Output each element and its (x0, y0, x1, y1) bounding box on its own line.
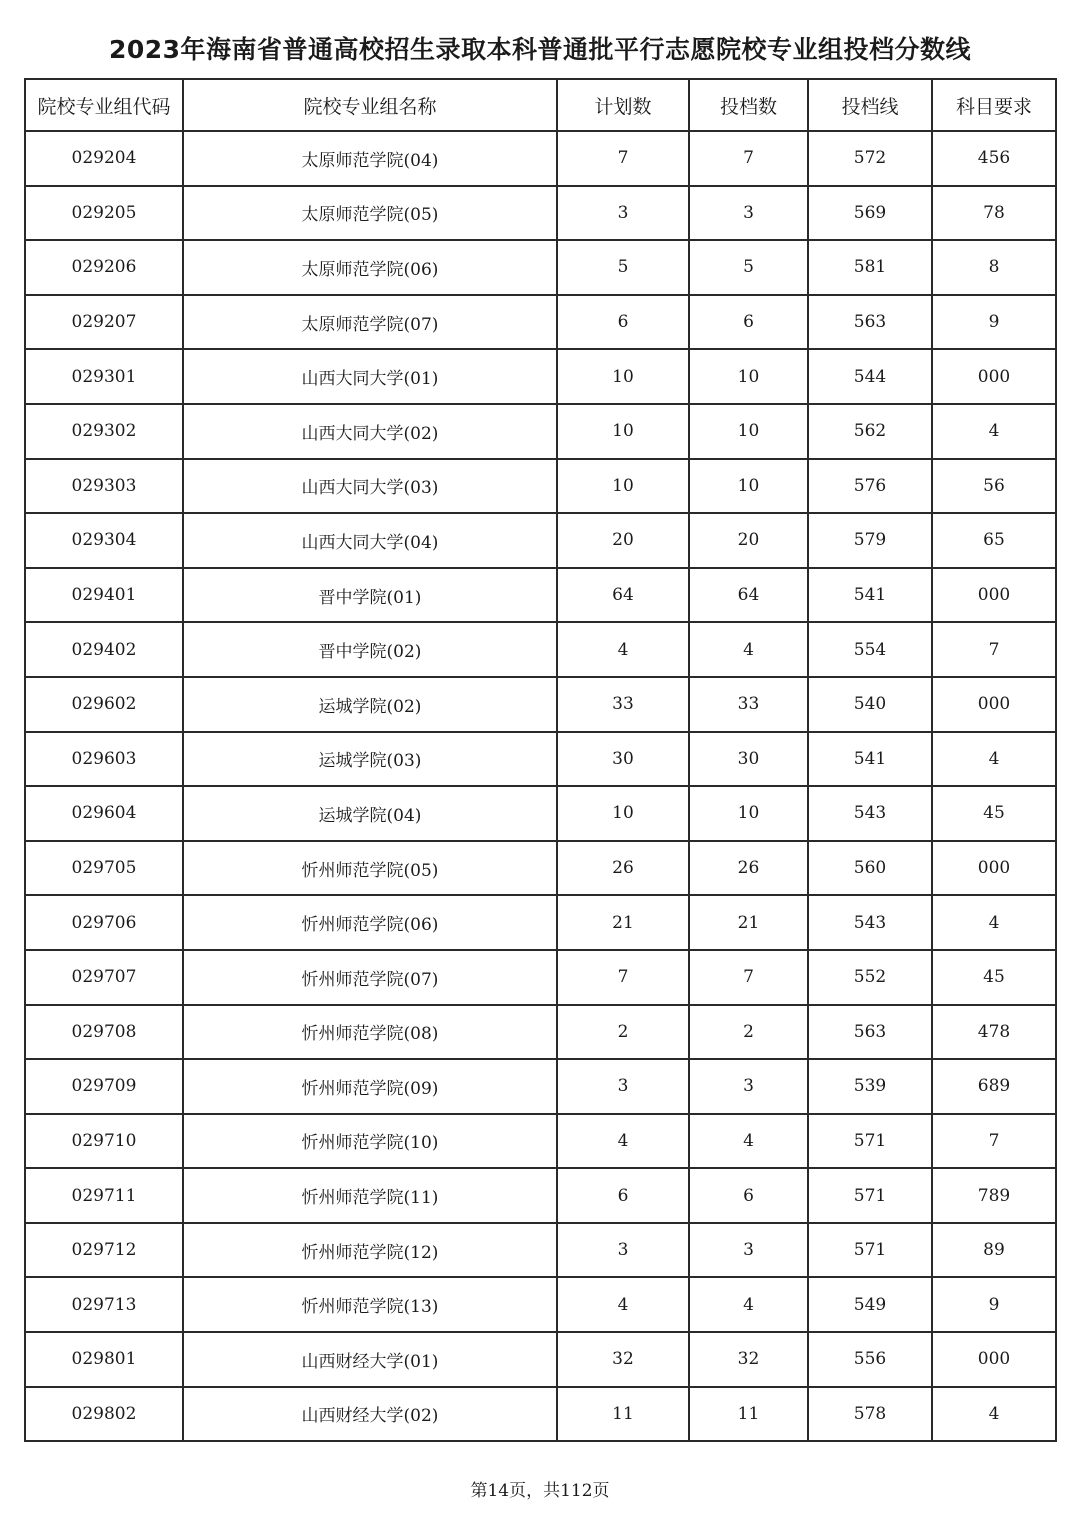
table-header-row (25, 79, 1056, 131)
cell-group-name: 忻州师范学院(07) (183, 950, 557, 1005)
page-number: 第14页，共112页 (470, 1481, 610, 1501)
table-row (25, 1114, 1056, 1169)
cell-filed-count: 11 (689, 1387, 808, 1442)
cell-group-code: 029710 (25, 1114, 183, 1169)
cell-filed-count: 64 (689, 568, 808, 623)
cell-cutoff-score: 541 (808, 568, 932, 623)
cell-group-code: 029713 (25, 1277, 183, 1332)
cell-plan-count: 7 (557, 131, 689, 186)
cell-group-code: 029206 (25, 240, 183, 295)
cell-plan-count: 26 (557, 841, 689, 896)
table-row (25, 240, 1056, 295)
cell-group-code: 029604 (25, 786, 183, 841)
cell-filed-count: 30 (689, 732, 808, 787)
cell-filed-count: 3 (689, 186, 808, 241)
cell-filed-count: 10 (689, 786, 808, 841)
cell-subject-requirement: 9 (932, 1277, 1056, 1332)
cell-filed-count: 4 (689, 1277, 808, 1332)
cell-group-name: 忻州师范学院(08) (183, 1005, 557, 1060)
cell-plan-count: 10 (557, 404, 689, 459)
cell-subject-requirement: 4 (932, 1387, 1056, 1442)
cell-plan-count: 11 (557, 1387, 689, 1442)
cell-subject-requirement: 000 (932, 1332, 1056, 1387)
cell-filed-count: 5 (689, 240, 808, 295)
cell-cutoff-score: 571 (808, 1223, 932, 1278)
table-row (25, 513, 1056, 568)
cell-cutoff-score: 556 (808, 1332, 932, 1387)
cell-filed-count: 10 (689, 404, 808, 459)
cell-group-name: 山西财经大学(02) (183, 1387, 557, 1442)
cell-cutoff-score: 544 (808, 349, 932, 404)
cell-group-code: 029705 (25, 841, 183, 896)
cell-plan-count: 32 (557, 1332, 689, 1387)
table-row (25, 622, 1056, 677)
cell-cutoff-score: 543 (808, 786, 932, 841)
cell-subject-requirement: 000 (932, 349, 1056, 404)
cell-plan-count: 21 (557, 895, 689, 950)
cell-group-code: 029603 (25, 732, 183, 787)
cell-subject-requirement: 7 (932, 1114, 1056, 1169)
cell-group-name: 忻州师范学院(06) (183, 895, 557, 950)
cell-subject-requirement: 56 (932, 459, 1056, 514)
cell-group-name: 晋中学院(02) (183, 622, 557, 677)
cell-group-name: 运城学院(03) (183, 732, 557, 787)
table-row (25, 677, 1056, 732)
cell-cutoff-score: 569 (808, 186, 932, 241)
cell-subject-requirement: 4 (932, 732, 1056, 787)
cell-subject-requirement: 45 (932, 950, 1056, 1005)
header-filed-count: 投档数 (689, 79, 808, 131)
cell-cutoff-score: 579 (808, 513, 932, 568)
cell-subject-requirement: 7 (932, 622, 1056, 677)
cell-filed-count: 4 (689, 622, 808, 677)
cell-plan-count: 64 (557, 568, 689, 623)
cell-group-name: 忻州师范学院(13) (183, 1277, 557, 1332)
table-row (25, 1223, 1056, 1278)
cell-group-name: 运城学院(02) (183, 677, 557, 732)
cell-group-code: 029302 (25, 404, 183, 459)
cell-filed-count: 6 (689, 295, 808, 350)
cell-plan-count: 30 (557, 732, 689, 787)
cell-filed-count: 3 (689, 1223, 808, 1278)
cell-plan-count: 6 (557, 295, 689, 350)
cell-group-code: 029402 (25, 622, 183, 677)
table-row (25, 404, 1056, 459)
cell-plan-count: 5 (557, 240, 689, 295)
cell-group-name: 忻州师范学院(09) (183, 1059, 557, 1114)
cell-group-code: 029711 (25, 1168, 183, 1223)
cell-plan-count: 4 (557, 1277, 689, 1332)
table-row (25, 349, 1056, 404)
cell-group-code: 029401 (25, 568, 183, 623)
cell-group-name: 太原师范学院(05) (183, 186, 557, 241)
cell-plan-count: 10 (557, 349, 689, 404)
cell-subject-requirement: 478 (932, 1005, 1056, 1060)
header-subject-requirement: 科目要求 (932, 79, 1056, 131)
cell-subject-requirement: 65 (932, 513, 1056, 568)
header-group-code: 院校专业组代码 (25, 79, 183, 131)
cell-cutoff-score: 543 (808, 895, 932, 950)
cell-group-name: 山西财经大学(01) (183, 1332, 557, 1387)
cell-filed-count: 21 (689, 895, 808, 950)
cell-plan-count: 3 (557, 1223, 689, 1278)
table-row (25, 786, 1056, 841)
cell-plan-count: 2 (557, 1005, 689, 1060)
cell-plan-count: 10 (557, 786, 689, 841)
cell-group-code: 029207 (25, 295, 183, 350)
cell-group-name: 山西大同大学(03) (183, 459, 557, 514)
cell-subject-requirement: 689 (932, 1059, 1056, 1114)
cell-cutoff-score: 578 (808, 1387, 932, 1442)
cell-subject-requirement: 4 (932, 895, 1056, 950)
cell-cutoff-score: 549 (808, 1277, 932, 1332)
cell-group-code: 029301 (25, 349, 183, 404)
cell-cutoff-score: 540 (808, 677, 932, 732)
header-plan-count: 计划数 (557, 79, 689, 131)
cell-group-code: 029708 (25, 1005, 183, 1060)
table-row (25, 841, 1056, 896)
cell-group-name: 晋中学院(01) (183, 568, 557, 623)
cell-subject-requirement: 8 (932, 240, 1056, 295)
cell-group-code: 029303 (25, 459, 183, 514)
table-row (25, 1387, 1056, 1442)
cell-cutoff-score: 562 (808, 404, 932, 459)
table-row (25, 950, 1056, 1005)
table-row (25, 1332, 1056, 1387)
cell-group-code: 029602 (25, 677, 183, 732)
cell-plan-count: 20 (557, 513, 689, 568)
cell-subject-requirement: 000 (932, 677, 1056, 732)
cell-group-name: 太原师范学院(07) (183, 295, 557, 350)
cell-filed-count: 32 (689, 1332, 808, 1387)
cell-group-name: 太原师范学院(06) (183, 240, 557, 295)
cell-group-code: 029304 (25, 513, 183, 568)
cell-group-name: 山西大同大学(01) (183, 349, 557, 404)
cell-plan-count: 3 (557, 1059, 689, 1114)
cell-filed-count: 10 (689, 459, 808, 514)
cell-cutoff-score: 576 (808, 459, 932, 514)
cell-cutoff-score: 563 (808, 1005, 932, 1060)
cell-plan-count: 33 (557, 677, 689, 732)
cell-group-code: 029205 (25, 186, 183, 241)
cell-subject-requirement: 89 (932, 1223, 1056, 1278)
cell-subject-requirement: 000 (932, 841, 1056, 896)
cell-filed-count: 7 (689, 950, 808, 1005)
cell-cutoff-score: 571 (808, 1168, 932, 1223)
cell-plan-count: 4 (557, 622, 689, 677)
cell-plan-count: 10 (557, 459, 689, 514)
cell-plan-count: 4 (557, 1114, 689, 1169)
cell-subject-requirement: 9 (932, 295, 1056, 350)
cell-group-code: 029709 (25, 1059, 183, 1114)
cell-group-code: 029712 (25, 1223, 183, 1278)
cell-cutoff-score: 541 (808, 732, 932, 787)
admission-score-table (24, 78, 1057, 1442)
cell-group-name: 忻州师范学院(12) (183, 1223, 557, 1278)
cell-subject-requirement: 456 (932, 131, 1056, 186)
cell-subject-requirement: 78 (932, 186, 1056, 241)
cell-cutoff-score: 571 (808, 1114, 932, 1169)
cell-group-name: 忻州师范学院(11) (183, 1168, 557, 1223)
cell-plan-count: 6 (557, 1168, 689, 1223)
cell-cutoff-score: 560 (808, 841, 932, 896)
cell-filed-count: 10 (689, 349, 808, 404)
cell-group-name: 山西大同大学(02) (183, 404, 557, 459)
cell-plan-count: 7 (557, 950, 689, 1005)
page-title: 2023年海南省普通高校招生录取本科普通批平行志愿院校专业组投档分数线 (108, 35, 972, 64)
table-row (25, 1005, 1056, 1060)
cell-group-name: 忻州师范学院(05) (183, 841, 557, 896)
table-row (25, 295, 1056, 350)
cell-plan-count: 3 (557, 186, 689, 241)
cell-group-name: 太原师范学院(04) (183, 131, 557, 186)
table-row (25, 131, 1056, 186)
cell-cutoff-score: 572 (808, 131, 932, 186)
cell-cutoff-score: 581 (808, 240, 932, 295)
cell-filed-count: 20 (689, 513, 808, 568)
table-row (25, 895, 1056, 950)
cell-filed-count: 4 (689, 1114, 808, 1169)
cell-filed-count: 6 (689, 1168, 808, 1223)
cell-subject-requirement: 45 (932, 786, 1056, 841)
cell-group-code: 029801 (25, 1332, 183, 1387)
cell-filed-count: 2 (689, 1005, 808, 1060)
cell-filed-count: 33 (689, 677, 808, 732)
table-row (25, 1168, 1056, 1223)
cell-group-code: 029204 (25, 131, 183, 186)
cell-group-code: 029706 (25, 895, 183, 950)
table-row (25, 186, 1056, 241)
cell-cutoff-score: 539 (808, 1059, 932, 1114)
cell-subject-requirement: 789 (932, 1168, 1056, 1223)
cell-cutoff-score: 552 (808, 950, 932, 1005)
header-cutoff-score: 投档线 (808, 79, 932, 131)
cell-group-name: 忻州师范学院(10) (183, 1114, 557, 1169)
table-body (25, 131, 1056, 1441)
cell-group-name: 运城学院(04) (183, 786, 557, 841)
cell-group-code: 029707 (25, 950, 183, 1005)
table-row (25, 1277, 1056, 1332)
cell-group-name: 山西大同大学(04) (183, 513, 557, 568)
table-row (25, 1059, 1056, 1114)
cell-group-code: 029802 (25, 1387, 183, 1442)
table-row (25, 732, 1056, 787)
header-group-name: 院校专业组名称 (183, 79, 557, 131)
cell-subject-requirement: 4 (932, 404, 1056, 459)
cell-filed-count: 3 (689, 1059, 808, 1114)
cell-filed-count: 7 (689, 131, 808, 186)
cell-cutoff-score: 563 (808, 295, 932, 350)
cell-filed-count: 26 (689, 841, 808, 896)
cell-subject-requirement: 000 (932, 568, 1056, 623)
table-row (25, 459, 1056, 514)
cell-cutoff-score: 554 (808, 622, 932, 677)
table-row (25, 568, 1056, 623)
